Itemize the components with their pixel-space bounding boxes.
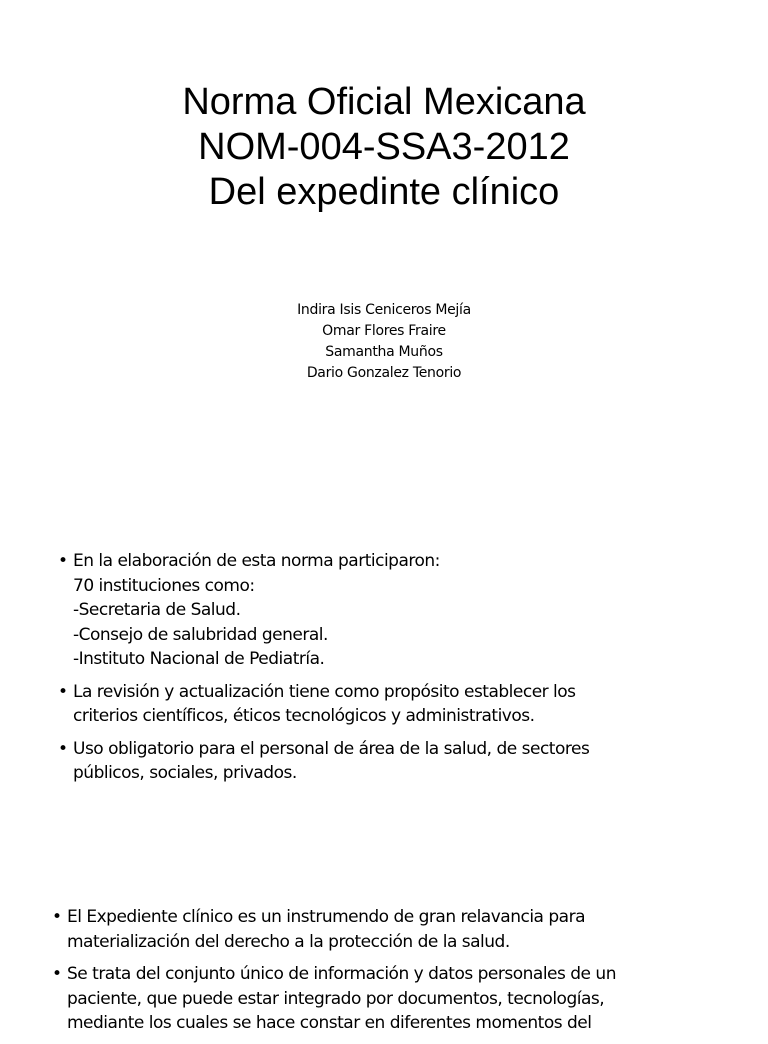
author-name: Omar Flores Fraire (322, 323, 446, 339)
bullet-text-line: 70 instituciones como: (73, 575, 255, 596)
bullet-list (58, 549, 728, 794)
author-name: Samantha Muños (325, 344, 443, 360)
title-line: NOM-004-SSA3-2012 (198, 126, 570, 168)
bullet-icon: • (52, 907, 62, 927)
bullet-text-line: -Instituto Nacional de Pediatría. (73, 649, 325, 669)
bullet-icon: • (58, 551, 68, 571)
title-line: Norma Oficial Mexicana (182, 81, 586, 123)
bullet-text-line: -Consejo de salubridad general. (73, 624, 328, 645)
content-slide-participants (0, 515, 768, 860)
author-name: Indira Isis Ceniceros Mejía (297, 302, 471, 318)
title-line: Del expedinte clínico (208, 171, 560, 213)
bullet-text-line: criterios científicos, éticos tecnológicos y administrativos. (73, 706, 535, 726)
title-slide (0, 0, 768, 515)
bullet-text-line: materialización del derecho a la protección de la salud. (67, 931, 510, 952)
bullet-list (52, 905, 728, 1044)
slide-title (0, 80, 768, 215)
bullet-text-line: Uso obligatorio para el personal de área de la salud, de sectores (73, 738, 590, 759)
bullet-text-line: Se trata del conjunto único de información y datos personales de un (67, 964, 616, 984)
bullet-text-line: En la elaboración de esta norma participaron: (73, 551, 440, 571)
bullet-icon: • (52, 964, 62, 984)
bullet-icon: • (58, 681, 68, 702)
bullet-icon: • (58, 738, 68, 759)
bullet-item (58, 549, 728, 672)
bullet-item (52, 962, 728, 1036)
bullet-text-line: paciente, que puede estar integrado por documentos, tecnologías, (67, 988, 605, 1009)
bullet-item (58, 737, 728, 786)
bullet-text-line: públicos, sociales, privados. (73, 763, 297, 783)
content-slide-expediente (0, 860, 768, 1033)
author-name: Dario Gonzalez Tenorio (306, 365, 462, 381)
bullet-text-line: -Secretaria de Salud. (73, 600, 241, 620)
bullet-text-line: El Expediente clínico es un instrumendo de gran relavancia para (67, 907, 585, 927)
bullet-item (52, 905, 728, 954)
bullet-text-line: La revisión y actualización tiene como propósito establecer los (73, 681, 576, 702)
bullet-text-line: mediante los cuales se hace constar en diferentes momentos del (67, 1013, 592, 1033)
author-list (0, 300, 768, 384)
bullet-item (58, 680, 728, 729)
